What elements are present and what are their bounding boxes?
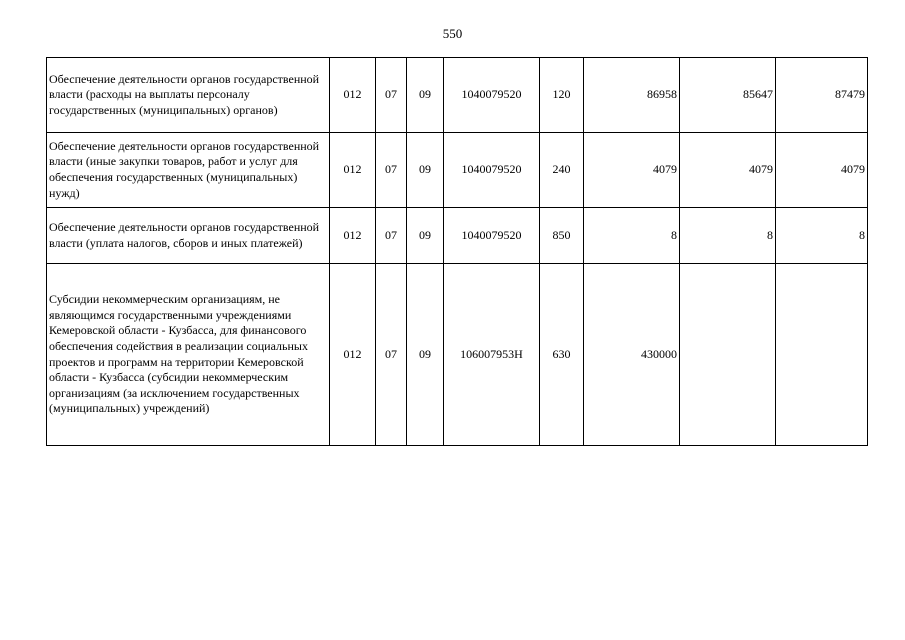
target-article-code: 106007953Н: [444, 264, 540, 446]
amount-3: 8: [776, 208, 868, 264]
target-article-code: 1040079520: [444, 208, 540, 264]
amount-1: 430000: [584, 264, 680, 446]
table-row: [47, 208, 868, 264]
amount-2: 8: [680, 208, 776, 264]
expense-type-code: 850: [540, 208, 584, 264]
ministry-code: 012: [330, 208, 376, 264]
table-row: [47, 264, 868, 446]
amount-3: 4079: [776, 133, 868, 208]
subsection-code: 09: [407, 208, 444, 264]
amount-1: 86958: [584, 58, 680, 133]
ministry-code: 012: [330, 58, 376, 133]
row-description: Обеспечение деятельности органов государственной власти (иные закупки товаров, работ и услуг для обеспечения государственных (муниципальных) нужд): [47, 133, 330, 208]
subsection-code: 09: [407, 58, 444, 133]
section-code: 07: [376, 264, 407, 446]
amount-2: 85647: [680, 58, 776, 133]
row-description: Обеспечение деятельности органов государственной власти (уплата налогов, сборов и иных платежей): [47, 208, 330, 264]
subsection-code: 09: [407, 264, 444, 446]
row-description: Обеспечение деятельности органов государственной власти (расходы на выплаты персоналу государственных (муниципальных) органов): [47, 58, 330, 133]
target-article-code: 1040079520: [444, 133, 540, 208]
amount-3: 87479: [776, 58, 868, 133]
expense-type-code: 240: [540, 133, 584, 208]
table-row: [47, 58, 868, 133]
subsection-code: 09: [407, 133, 444, 208]
ministry-code: 012: [330, 264, 376, 446]
expense-type-code: 120: [540, 58, 584, 133]
amount-1: 8: [584, 208, 680, 264]
table-row: [47, 133, 868, 208]
ministry-code: 012: [330, 133, 376, 208]
section-code: 07: [376, 208, 407, 264]
page-number: 550: [442, 26, 463, 41]
row-description: Субсидии некоммерческим организациям, не являющимся государственными учреждениями Кемеровской области - Кузбасса, для финансового обеспечения содействия в реализации социальных проектов и программ на территории Кемеровской области - Кузбасса (субсидии некоммерческим организациям (за исключением государственных (муниципальных) учреждений): [47, 264, 330, 446]
amount-2: [680, 264, 776, 446]
amount-3: [776, 264, 868, 446]
budget-table: [46, 57, 868, 446]
section-code: 07: [376, 133, 407, 208]
target-article-code: 1040079520: [444, 58, 540, 133]
amount-1: 4079: [584, 133, 680, 208]
section-code: 07: [376, 58, 407, 133]
expense-type-code: 630: [540, 264, 584, 446]
amount-2: 4079: [680, 133, 776, 208]
